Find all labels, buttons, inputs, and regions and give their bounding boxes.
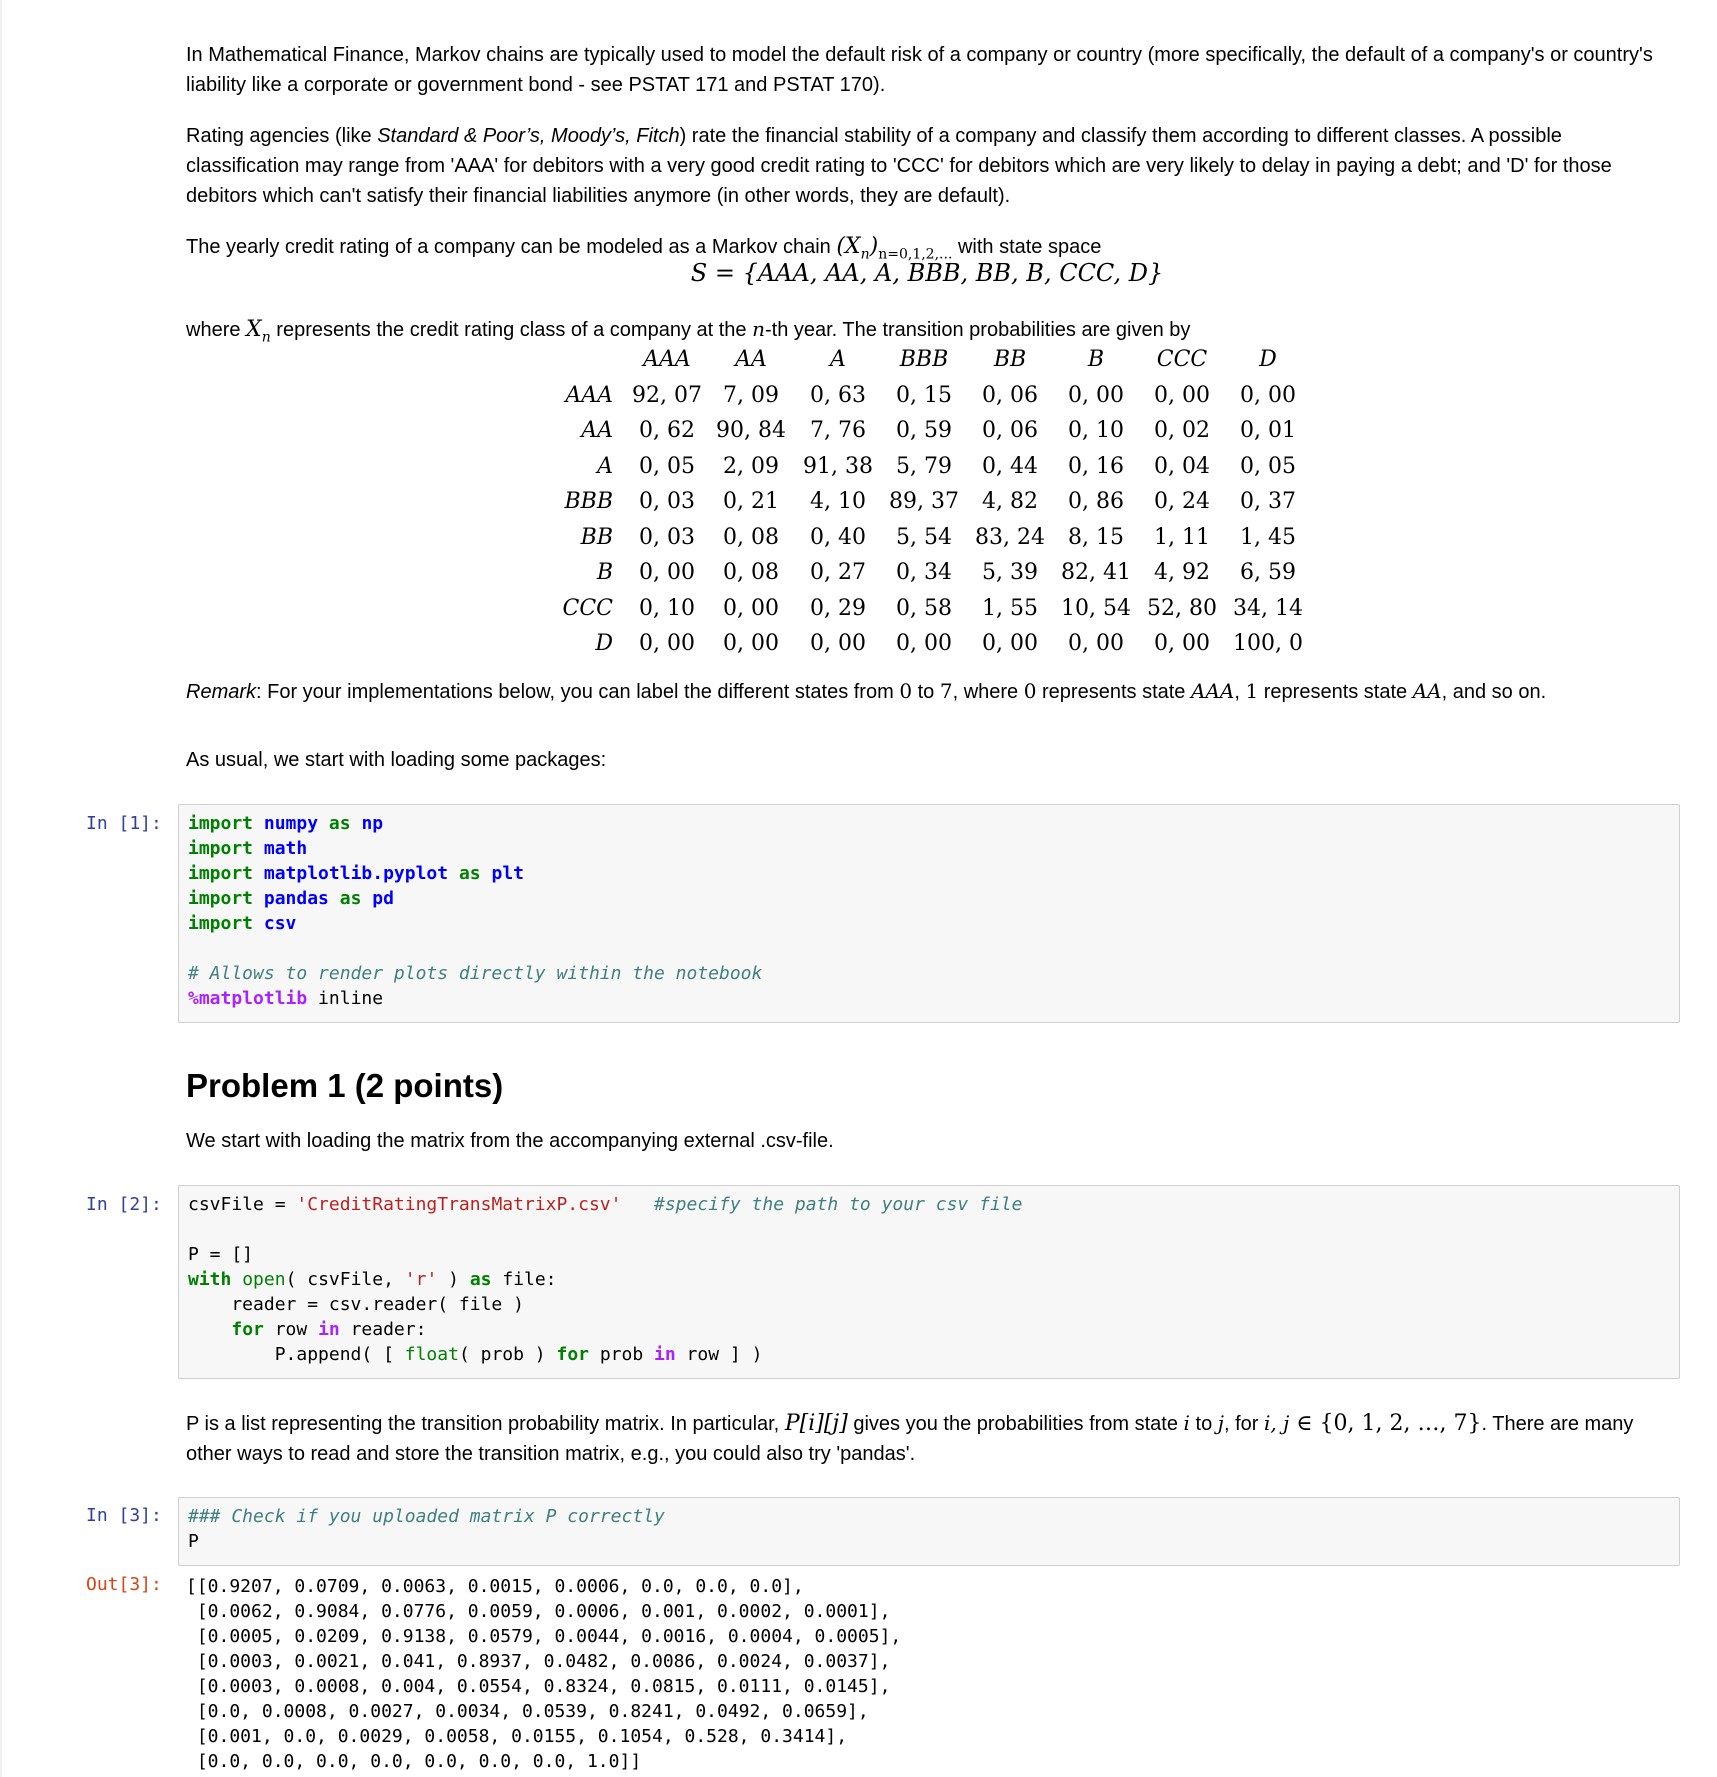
matrix-cell: 6, 59 bbox=[1240, 560, 1296, 586]
keyword: for bbox=[556, 1344, 589, 1365]
matrix-row-label: BBB bbox=[564, 489, 613, 515]
matrix-cell: 0, 10 bbox=[639, 595, 695, 621]
matrix-cell: 1, 45 bbox=[1240, 524, 1296, 550]
matrix-row bbox=[545, 520, 1311, 556]
packages-paragraph bbox=[186, 745, 1656, 775]
code-text: row bbox=[263, 1319, 319, 1340]
matrix-cell: 0, 40 bbox=[810, 524, 866, 550]
math-aaa: AAA bbox=[1191, 679, 1235, 703]
math-zero: 0 bbox=[899, 679, 913, 703]
matrix-cell: 4, 82 bbox=[982, 489, 1038, 515]
matrix-cell: 82, 41 bbox=[1061, 560, 1131, 586]
matrix-cell: 0, 01 bbox=[1240, 418, 1296, 444]
code-text: P bbox=[188, 1531, 199, 1552]
intro-text-2a: Rating agencies (like bbox=[186, 125, 378, 147]
builtin: open bbox=[242, 1269, 286, 1290]
output-line: [0.0005, 0.0209, 0.9138, 0.0579, 0.0044, 0.0016, 0.0004, 0.0005], bbox=[186, 1626, 902, 1647]
magic-arg: inline bbox=[307, 988, 384, 1009]
module-name: numpy bbox=[263, 813, 319, 834]
intro-text-3a: The yearly credit rating of a company can be modeled as a Markov chain bbox=[186, 236, 837, 258]
matrix-cell: 5, 54 bbox=[896, 524, 952, 550]
matrix-cell: 0, 00 bbox=[1240, 382, 1296, 408]
matrix-row-label: AA bbox=[581, 418, 613, 444]
keyword: for bbox=[231, 1319, 264, 1340]
matrix-column-header: A bbox=[830, 347, 846, 373]
matrix-row bbox=[545, 591, 1311, 627]
module-name: math bbox=[263, 838, 308, 859]
matrix-cell: 4, 92 bbox=[1154, 560, 1210, 586]
output-line: [0.0003, 0.0021, 0.041, 0.8937, 0.0482, 0.0086, 0.0024, 0.0037], bbox=[186, 1651, 891, 1672]
builtin: float bbox=[404, 1344, 459, 1365]
matrix-cell: 89, 37 bbox=[889, 489, 959, 515]
cell-3-prompt: In [3]: bbox=[86, 1505, 162, 1526]
matrix-cell: 7, 09 bbox=[723, 382, 779, 408]
keyword: as bbox=[458, 863, 481, 884]
matrix-cell: 0, 06 bbox=[982, 382, 1038, 408]
string-literal: 'r' bbox=[404, 1269, 438, 1290]
math-set: ∈ {0, 1, 2, …, 7} bbox=[1289, 1411, 1482, 1436]
module-alias: np bbox=[361, 813, 384, 834]
matrix-cell: 0, 29 bbox=[810, 595, 866, 621]
matrix-cell: 83, 24 bbox=[975, 524, 1045, 550]
remark-text: represents state bbox=[1036, 681, 1191, 703]
math-j: j bbox=[1217, 1411, 1224, 1435]
math-seven: 7 bbox=[939, 679, 953, 703]
matrix-cell: 0, 08 bbox=[723, 560, 779, 586]
matrix-cell: 5, 79 bbox=[896, 453, 952, 479]
math-zero: 0 bbox=[1023, 679, 1037, 703]
module-name: matplotlib.pyplot bbox=[263, 863, 449, 884]
matrix-cell: 0, 03 bbox=[639, 489, 695, 515]
code-text: file: bbox=[491, 1269, 557, 1290]
matrix-row-label: AAA bbox=[565, 382, 613, 408]
module-name: pandas bbox=[263, 888, 329, 909]
rating-agencies: Standard & Poor’s, Moody’s, Fitch bbox=[377, 125, 680, 147]
matrix-cell: 0, 24 bbox=[1154, 489, 1210, 515]
matrix-cell: 0, 34 bbox=[896, 560, 952, 586]
state-space-formula: S = {AAA, AA, A, BBB, BB, B, CCC, D} bbox=[690, 259, 1164, 287]
output-line: [0.0003, 0.0008, 0.004, 0.0554, 0.8324, 0.0815, 0.0111, 0.0145], bbox=[186, 1676, 891, 1697]
left-border bbox=[0, 0, 2, 1777]
matrix-cell: 0, 03 bbox=[639, 524, 695, 550]
remark-text: : For your implementations below, you can label the different states from bbox=[256, 681, 900, 703]
matrix-cell: 0, 00 bbox=[1068, 382, 1124, 408]
math-pij: P[i][j] bbox=[784, 1411, 848, 1436]
matrix-cell: 1, 11 bbox=[1154, 524, 1210, 550]
matrix-column-header: BB bbox=[993, 347, 1027, 373]
p-text: , for bbox=[1223, 1413, 1264, 1435]
matrix-row-label: CCC bbox=[562, 595, 613, 621]
matrix-cell: 92, 07 bbox=[632, 382, 702, 408]
matrix-corner bbox=[545, 342, 627, 378]
matrix-column-header: AAA bbox=[643, 347, 691, 373]
intro-text-4a: where bbox=[186, 319, 247, 341]
intro-paragraph-2 bbox=[186, 121, 1656, 211]
matrix-cell: 0, 16 bbox=[1068, 453, 1124, 479]
output-line: [0.001, 0.0, 0.0029, 0.0058, 0.0155, 0.1054, 0.528, 0.3414], bbox=[186, 1726, 848, 1747]
matrix-cell: 1, 55 bbox=[982, 595, 1038, 621]
matrix-row bbox=[545, 449, 1311, 485]
matrix-cell: 0, 00 bbox=[896, 631, 952, 657]
matrix-cell: 8, 15 bbox=[1068, 524, 1124, 550]
matrix-cell: 0, 00 bbox=[1154, 631, 1210, 657]
matrix-row-label: B bbox=[596, 560, 613, 586]
problem-1-paragraph bbox=[186, 1126, 1656, 1156]
output-line: [0.0, 0.0008, 0.0027, 0.0034, 0.0539, 0.8241, 0.0492, 0.0659], bbox=[186, 1701, 869, 1722]
out-3-prompt: Out[3]: bbox=[86, 1574, 162, 1595]
matrix-cell: 10, 54 bbox=[1061, 595, 1131, 621]
p-text: gives you the probabilities from state bbox=[847, 1413, 1184, 1435]
keyword: as bbox=[328, 813, 351, 834]
matrix-cell: 0, 00 bbox=[639, 631, 695, 657]
keyword: as bbox=[469, 1269, 492, 1290]
remark-text: , bbox=[1234, 681, 1246, 703]
code-text: ( csvFile, bbox=[285, 1269, 405, 1290]
keyword: import bbox=[188, 888, 254, 909]
remark-label: Remark bbox=[186, 681, 257, 703]
matrix-column-header: AA bbox=[735, 347, 767, 373]
matrix-cell: 0, 05 bbox=[639, 453, 695, 479]
matrix-row-label: D bbox=[595, 631, 613, 657]
keyword: import bbox=[188, 813, 254, 834]
code-text: reader: bbox=[339, 1319, 427, 1340]
matrix-cell: 0, 00 bbox=[1154, 382, 1210, 408]
code-text: reader = csv.reader( file ) bbox=[188, 1294, 524, 1315]
code-text: ) bbox=[437, 1269, 470, 1290]
code-comment: ### Check if you uploaded matrix P correctly bbox=[188, 1506, 665, 1527]
matrix-cell: 0, 00 bbox=[982, 631, 1038, 657]
matrix-cell: 0, 00 bbox=[639, 560, 695, 586]
code-comment: # Allows to render plots directly within the notebook bbox=[188, 963, 763, 984]
remark-text: , where bbox=[952, 681, 1024, 703]
matrix-row bbox=[545, 626, 1311, 662]
intro-text-2b: ) rate the financial stability of a company and classify them according to different classes. A possible classification may range from 'AAA' for debitors with a very good credit rating to 'CCC' for debitors which are very likely to delay in paying a debt; and 'D' for those debitors which can't satisfy their financial liabilities anymore (in other words, they are default). bbox=[186, 125, 1612, 207]
markov-chain-notation: $(X_n)_{n=0,1,2,...}$ bbox=[836, 234, 953, 263]
operator: in bbox=[318, 1319, 340, 1340]
matrix-cell: 0, 00 bbox=[1068, 631, 1124, 657]
module-name: csv bbox=[263, 913, 297, 934]
matrix-row bbox=[545, 484, 1311, 520]
matrix-cell: 100, 0 bbox=[1233, 631, 1303, 657]
matrix-column-header: D bbox=[1259, 347, 1277, 373]
matrix-row bbox=[545, 378, 1311, 414]
code-text: prob bbox=[589, 1344, 655, 1365]
matrix-cell: 0, 10 bbox=[1068, 418, 1124, 444]
matrix-cell: 0, 37 bbox=[1240, 489, 1296, 515]
remark-text: represents state bbox=[1258, 681, 1413, 703]
matrix-cell: 0, 00 bbox=[723, 595, 779, 621]
cell-1-prompt: In [1]: bbox=[86, 813, 162, 834]
matrix-cell: 2, 09 bbox=[723, 453, 779, 479]
intro-text-1: In Mathematical Finance, Markov chains are typically used to model the default risk of a company or country (more specifically, the default of a company's or country's liability like a corporate or government bond - see PSTAT 171 and PSTAT 170). bbox=[186, 44, 1653, 96]
matrix-cell: 0, 00 bbox=[723, 631, 779, 657]
intro-text-4c: -th year. The transition probabilities are given by bbox=[764, 319, 1191, 341]
matrix-cell: 0, 44 bbox=[982, 453, 1038, 479]
operator: in bbox=[654, 1344, 676, 1365]
remark-paragraph bbox=[186, 676, 1656, 707]
module-alias: plt bbox=[491, 863, 524, 884]
matrix-cell: 0, 04 bbox=[1154, 453, 1210, 479]
matrix-cell: 0, 00 bbox=[810, 631, 866, 657]
math-i: i bbox=[1183, 1411, 1190, 1435]
xn-symbol: $X_n$ bbox=[246, 317, 271, 346]
matrix-column-header: B bbox=[1087, 347, 1105, 373]
intro-text-3b: with state space bbox=[952, 236, 1102, 258]
code-comment: #specify the path to your csv file bbox=[654, 1194, 1023, 1215]
cell-2-prompt: In [2]: bbox=[86, 1194, 162, 1215]
code-text: P = [] bbox=[188, 1244, 254, 1265]
matrix-cell: 0, 15 bbox=[896, 382, 952, 408]
matrix-cell: 0, 08 bbox=[723, 524, 779, 550]
matrix-cell: 34, 14 bbox=[1233, 595, 1303, 621]
matrix-cell: 0, 62 bbox=[639, 418, 695, 444]
code-cell-3[interactable] bbox=[178, 1497, 1680, 1566]
matrix-row-label: A bbox=[597, 453, 613, 479]
matrix-cell: 5, 39 bbox=[982, 560, 1038, 586]
matrix-cell: 0, 06 bbox=[982, 418, 1038, 444]
output-line: [[0.9207, 0.0709, 0.0063, 0.0015, 0.0006, 0.0, 0.0, 0.0], bbox=[186, 1576, 804, 1597]
keyword: import bbox=[188, 838, 254, 859]
matrix-column-header: BBB bbox=[899, 347, 949, 373]
code-cell-2[interactable] bbox=[178, 1185, 1680, 1379]
matrix-cell: 0, 63 bbox=[810, 382, 866, 408]
matrix-cell: 4, 10 bbox=[810, 489, 866, 515]
intro-paragraph-1 bbox=[186, 40, 1656, 100]
magic-command: %matplotlib bbox=[188, 988, 308, 1009]
code-text: ( prob ) bbox=[458, 1344, 557, 1365]
n-symbol: n bbox=[752, 317, 765, 341]
matrix-cell: 7, 76 bbox=[810, 418, 866, 444]
matrix-cell: 0, 05 bbox=[1240, 453, 1296, 479]
module-alias: pd bbox=[372, 888, 394, 909]
output-cell-3 bbox=[186, 1574, 901, 1774]
math-one: 1 bbox=[1245, 679, 1259, 703]
output-line: [0.0062, 0.9084, 0.0776, 0.0059, 0.0006, 0.001, 0.0002, 0.0001], bbox=[186, 1601, 891, 1622]
matrix-cell: 0, 58 bbox=[896, 595, 952, 621]
keyword: as bbox=[339, 888, 362, 909]
string-literal: 'CreditRatingTransMatrixP.csv' bbox=[296, 1194, 622, 1215]
keyword: import bbox=[188, 913, 254, 934]
p-text: . There are many other ways to read and store the transition matrix, e.g., you could also try 'pandas'. bbox=[186, 1413, 1634, 1465]
keyword: with bbox=[188, 1269, 232, 1290]
matrix-cell: 0, 27 bbox=[810, 560, 866, 586]
code-text: csvFile = bbox=[188, 1194, 297, 1215]
matrix-cell: 91, 38 bbox=[803, 453, 873, 479]
p-text: P is a list representing the transition probability matrix. In particular, bbox=[186, 1413, 785, 1435]
matrix-cell: 0, 59 bbox=[896, 418, 952, 444]
matrix-cell: 0, 21 bbox=[723, 489, 779, 515]
code-text: P.append( [ bbox=[188, 1344, 405, 1365]
matrix-column-header: CCC bbox=[1156, 347, 1208, 373]
remark-text: , and so on. bbox=[1441, 681, 1547, 703]
math-aa: AA bbox=[1412, 679, 1442, 703]
problem-1-text: We start with loading the matrix from the accompanying external .csv-file. bbox=[186, 1130, 834, 1152]
matrix-cell: 52, 80 bbox=[1147, 595, 1217, 621]
matrix-cell: 90, 84 bbox=[716, 418, 786, 444]
matrix-row bbox=[545, 555, 1311, 591]
matrix-cell: 0, 86 bbox=[1068, 489, 1124, 515]
matrix-row-label: BB bbox=[580, 524, 613, 550]
math-ij: i, j bbox=[1263, 1411, 1290, 1435]
p-text: to bbox=[1189, 1413, 1218, 1435]
matrix-cell: 0, 02 bbox=[1154, 418, 1210, 444]
matrix-row bbox=[545, 413, 1311, 449]
p-description-paragraph bbox=[186, 1408, 1656, 1469]
output-line: [0.0, 0.0, 0.0, 0.0, 0.0, 0.0, 0.0, 1.0]] bbox=[186, 1751, 642, 1772]
code-text: row ] ) bbox=[675, 1344, 763, 1365]
problem-1-heading: Problem 1 (2 points) bbox=[186, 1067, 504, 1104]
remark-text: to bbox=[912, 681, 940, 703]
transition-matrix bbox=[545, 342, 1311, 662]
intro-text-4b: represents the credit rating class of a company at the bbox=[270, 319, 753, 341]
keyword: import bbox=[188, 863, 254, 884]
matrix-header-row bbox=[545, 342, 1311, 378]
packages-text: As usual, we start with loading some packages: bbox=[186, 749, 607, 771]
code-cell-1[interactable] bbox=[178, 804, 1680, 1023]
